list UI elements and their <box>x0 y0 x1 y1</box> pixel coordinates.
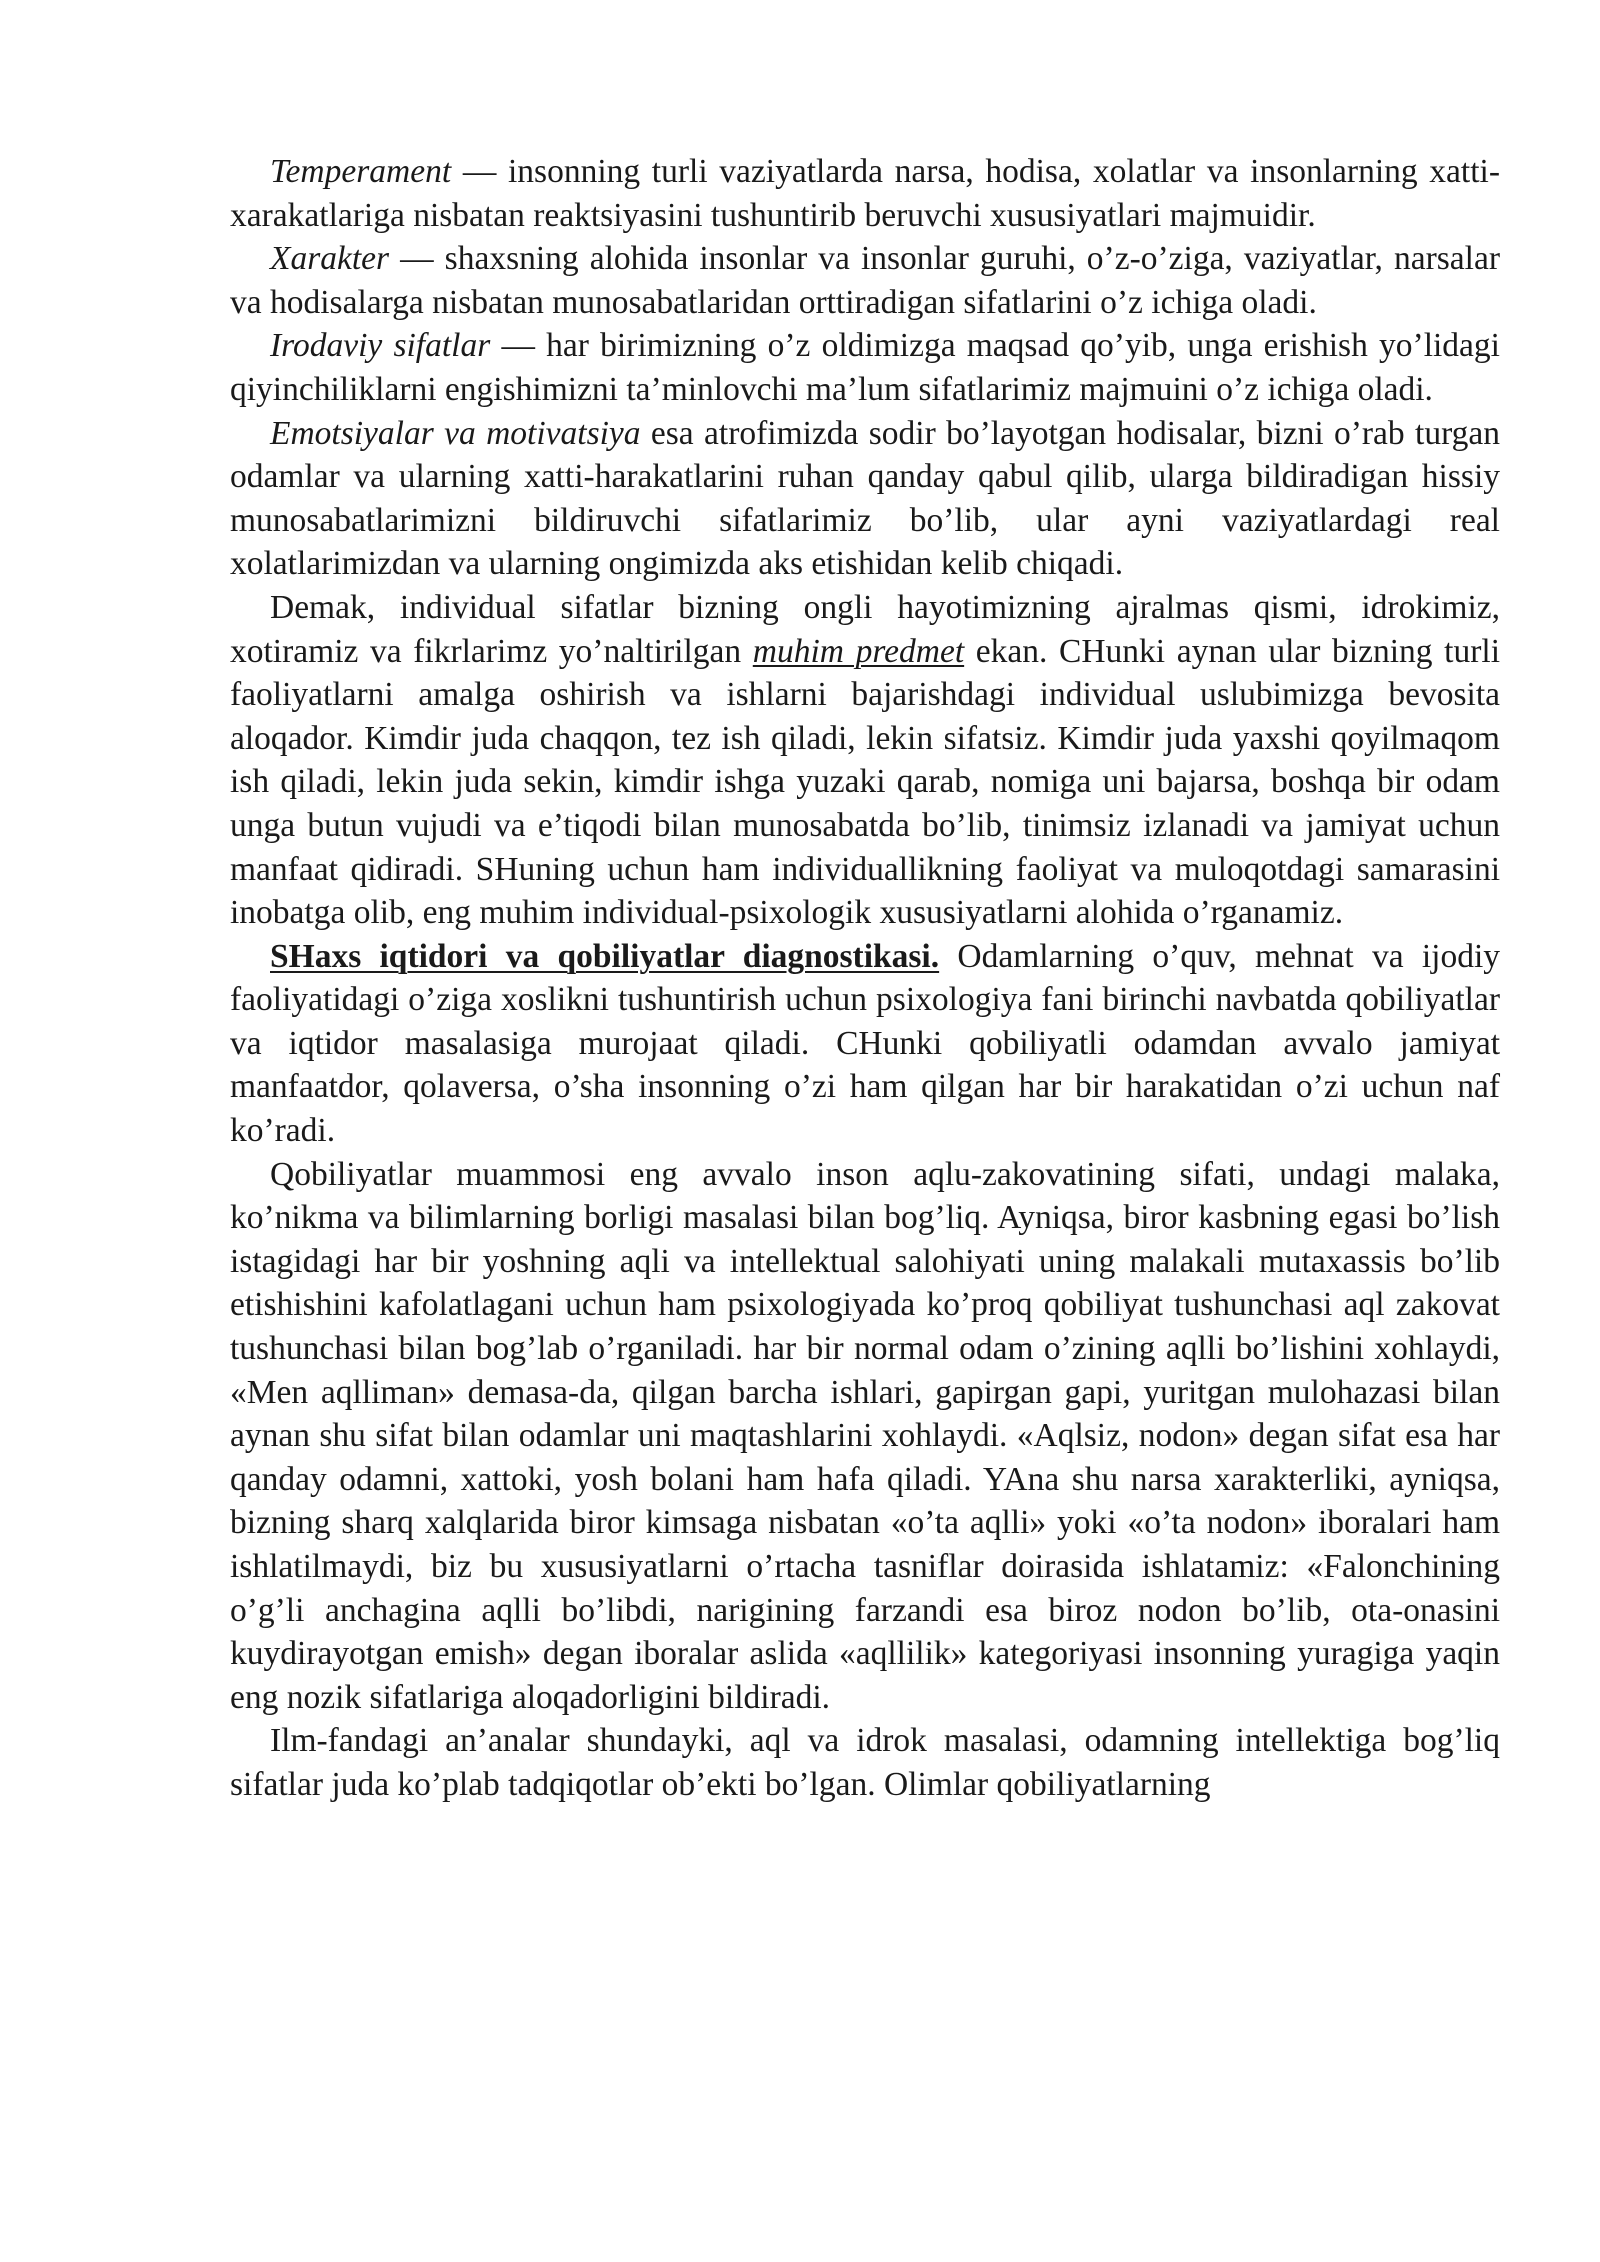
paragraph-qobiliyatlar-muammosi <box>230 1153 1500 1720</box>
paragraph-text: Odamlarning o’quv, mehnat va ijodiy faoliyatidagi o’ziga xoslikni tushuntirish uchun psixologiya fani birinchi navbatda qobiliyatlar va iqtidor masalasiga murojaat qiladi. CHunki qobiliyatli odamdan avvalo jamiyat manfaatdor, qolaversa, o’sha insonning o’zi ham qilgan har bir harakatidan o’zi uchun naf ko’radi. <box>230 937 1501 1150</box>
paragraph-text: Demak, individual sifatlar bizning ongli hayotimizning ajralmas qismi, idrokimiz, xotiramiz va fikrlarimz yo’naltirilgan <box>230 588 1500 670</box>
paragraph-text: — shaxsning alohida insonlar va insonlar guruhi, o’z-o’ziga, vaziyatlar, narsalar va hodisalarga nisbatan munosabatlaridan orttiradigan sifatlarini o’z ichiga oladi. <box>230 240 1500 321</box>
term-temperament: Temperament <box>270 153 452 190</box>
section-heading: SHaxs iqtidori va qobiliyatlar diagnostikasi. <box>270 937 940 975</box>
paragraph-ilm-fandagi <box>230 1719 1500 1806</box>
paragraph-text: Ilm-fandagi an’analar shundayki, aql va idrok masalasi, odamning intellektiga bog’liq sifatlar juda ko’plab tadqiqotlar ob’ekti bo’lgan. Olimlar qobiliyatlarning <box>230 1722 1500 1803</box>
paragraph-text: ekan. CHunki aynan ular bizning turli faoliyatlarni amalga oshirish va ishlarni bajarishdagi individual uslubimizga bevosita aloqador. Kimdir juda chaqqon, tez ish qiladi, lekin sifatsiz. Kimdir juda yaxshi qoyilmaqom ish qiladi, lekin juda sekin, kimdir ishga yuzaki qarab, nomiga uni bajarsa, boshqa bir odam unga butun vujudi va e’tiqodi bilan munosabatda bo’lib, tinimsiz izlanadi va jamiyat uchun manfaat qidiradi. SHuning uchun ham individuallikning faoliyat va muloqotdagi samarasini inobatga olib, eng muhim individual-psixologik xususiyatlarni alohida o’rganamiz. <box>230 632 1500 932</box>
paragraph-text: — har birimizning o’z oldimizga maqsad qo’yib, unga erishish yo’lidagi qiyinchiliklarni engishimizni ta’minlovchi ma’lum sifatlarimiz majmuini o’z ichiga oladi. <box>230 327 1500 408</box>
paragraph-temperament <box>230 150 1500 237</box>
paragraph-qobiliyatlar-diagnostikasi <box>230 935 1500 1153</box>
paragraph-demak <box>230 586 1500 935</box>
paragraph-emotsiyalar <box>230 412 1500 586</box>
term-emotsiyalar-va-motivatsiya: Emotsiyalar va motivatsiya <box>270 414 641 452</box>
paragraph-text: esa atrofimizda sodir bo’layotgan hodisalar, bizni o’rab turgan odamlar va ularning xatti-harakatlarini ruhan qanday qabul qilib, ularga bildiradigan hissiy munosabatlarimizni bildiruvchi sifatlarimiz bo’lib, ular ayni vaziyatlardagi real xolatlarimizdan va ularning ongimizda aks etishidan kelib chiqadi. <box>230 414 1500 583</box>
document-page <box>230 150 1500 1807</box>
term-irodaviy-sifatlar: Irodaviy sifatlar <box>270 327 491 365</box>
paragraph-irodaviy-sifatlar <box>230 324 1500 411</box>
paragraph-text: — insonning turli vaziyatlarda narsa, hodisa, xolatlar va insonlarning xatti-xarakatlariga nisbatan reaktsiyasini tushuntirib beruvchi xususiyatlari majmuidir. <box>230 153 1500 234</box>
muhim-predmet-link[interactable]: muhim predmet <box>752 632 965 670</box>
paragraph-text: Qobiliyatlar muammosi eng avvalo inson aqlu-zakovatining sifati, undagi malaka, ko’nikma va bilimlarning borligi masalasi bilan bog’liq. Ayniqsa, biror kasbning egasi bo’lish istagidagi har bir yoshning aqli va intellektual salohiyati uning malakali mutaxassis bo’lib etishishini kafolatlagani uchun ham psixologiyada ko’proq qobiliyat tushunchasi aql zakovat tushunchasi bilan bog’lab o’rganiladi. har bir normal odam o’zining aqlli bo’lishini xohlaydi, «Men aqlliman» demasa-da, qilgan barcha ishlari, gapirgan gapi, yuritgan mulohazasi bilan aynan shu sifat bilan odamlar uni maqtashlarini xohlaydi. «Aqlsiz, nodon» degan sifat esa har qanday odamni, xattoki, yosh bolani ham hafa qiladi. YAna shu narsa xarakterliki, ayniqsa, bizning sharq xalqlarida biror kimsaga nisbatan «o’ta aqlli» yoki «o’ta nodon» iboralari ham ishlatilmaydi, biz bu xususiyatlarni o’rtacha tasniflar doirasida ishlatamiz: «Falonchining o’g’li anchagina aqlli bo’libdi, narigining farzandi esa biroz nodon bo’lib, ota-onasini kuydirayotgan emish» degan iboralar aslida «aqllilik» kategoriyasi insonning yuragiga yaqin eng nozik sifatlariga aloqadorligini bildiradi. <box>230 1155 1500 1716</box>
paragraph-xarakter <box>230 237 1500 324</box>
term-xarakter: Xarakter <box>270 240 390 278</box>
